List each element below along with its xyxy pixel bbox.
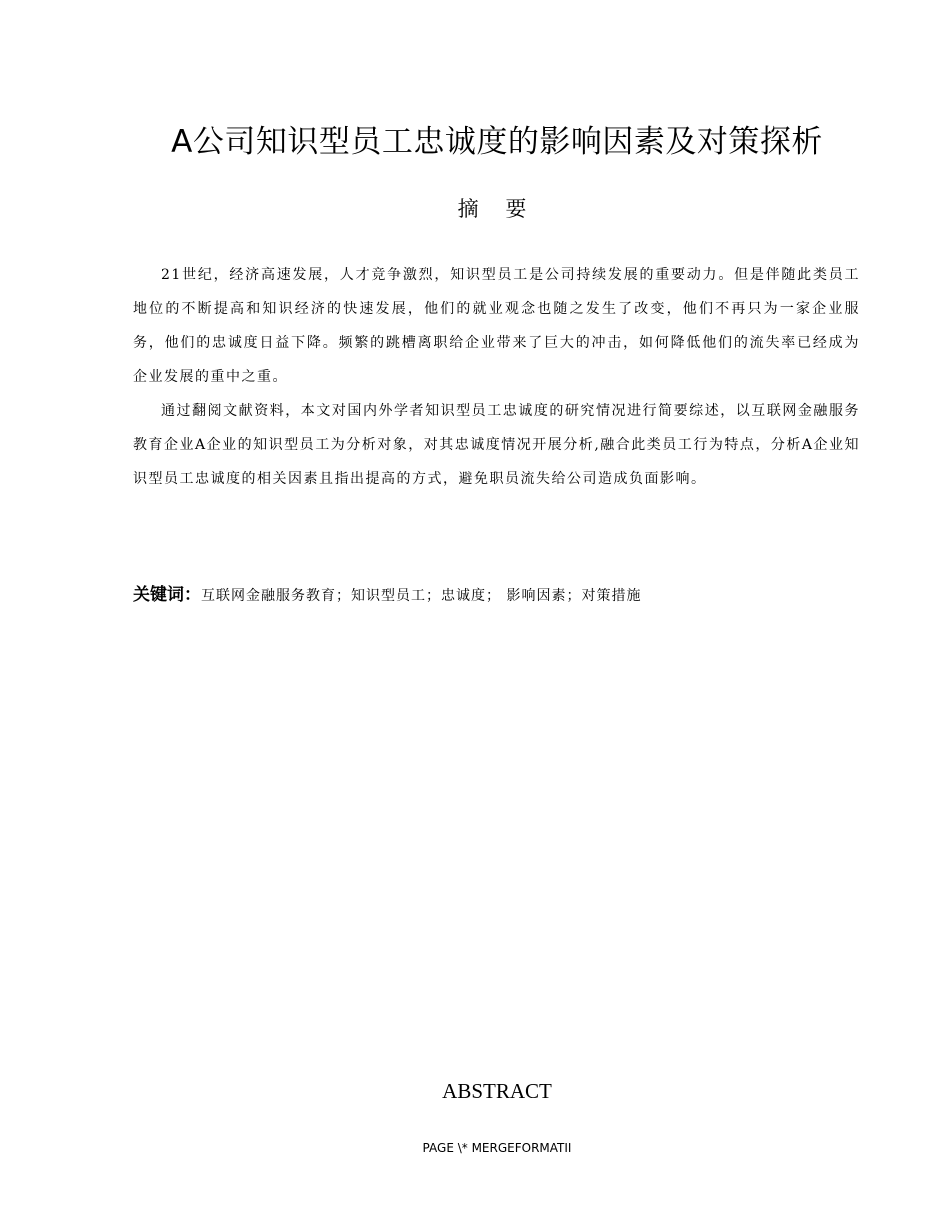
keywords-line — [133, 580, 860, 611]
keywords-label: 关键词： — [133, 585, 201, 605]
abstract-body — [133, 258, 860, 496]
page-footer: PAGE \* MERGEFORMATII — [422, 1141, 572, 1155]
abstract-paragraph-2: 通过翻阅文献资料，本文对国内外学者知识型员工忠诚度的研究情况进行简要综述，以互联网金融服务教育企业A企业的知识型员工为分析对象，对其忠诚度情况开展分析,融合此类员工行为特点，分析A企业知识型员工忠诚度的相关因素且指出提高的方式，避免职员流失给公司造成负面影响。 — [133, 403, 860, 487]
english-abstract-heading: ABSTRACT — [442, 1079, 552, 1103]
abstract-heading: 摘 要 — [457, 197, 537, 221]
abstract-paragraph-1: 21世纪，经济高速发展，人才竞争激烈，知识型员工是公司持续发展的重要动力。但是伴随此类员工地位的不断提高和知识经济的快速发展，他们的就业观念也随之发生了改变，他们不再只为一家企业服务，他们的忠诚度日益下降。频繁的跳槽离职给企业带来了巨大的冲击，如何降低他们的流失率已经成为企业发展的重中之重。 — [133, 267, 860, 385]
keywords-text: 互联网金融服务教育；知识型员工；忠诚度； 影响因素；对策措施 — [201, 588, 642, 604]
document-title: A公司知识型员工忠诚度的影响因素及对策探析 — [171, 124, 823, 160]
